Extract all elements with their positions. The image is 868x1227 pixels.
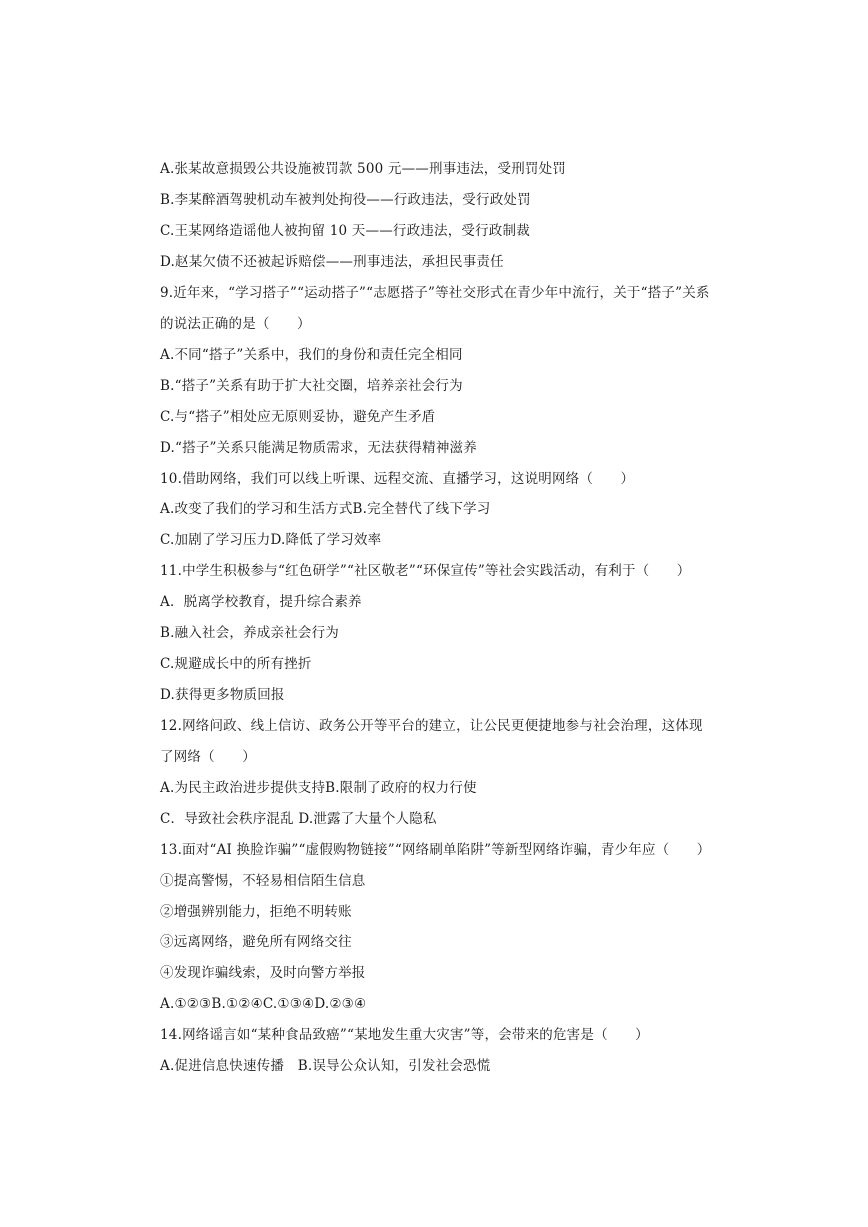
question-9-option-a: A.不同“搭子”关系中，我们的身份和责任完全相同 [160,347,463,363]
question-13-statement-1: ①提高警惕，不轻易相信陌生信息 [160,873,366,889]
question-12-options-cd: C．导致社会秩序混乱 D.泄露了大量个人隐私 [160,811,437,827]
question-9-option-c: C.与“搭子”相处应无原则妥协，避免产生矛盾 [160,409,436,425]
question-13-statement-3: ③远离网络，避免所有网络交往 [160,934,352,950]
question-13-statement-2: ②增强辨别能力，拒绝不明转账 [160,904,352,920]
question-14-options-ab: A.促进信息快速传播 B.误导公众认知，引发社会恐慌 [160,1058,491,1074]
question-8-option-a: A.张某故意损毁公共设施被罚款 500 元——刑事违法，受刑罚处罚 [160,161,566,177]
question-11-option-d: D.获得更多物质回报 [160,687,285,703]
question-12-options-ab: A.为民主政治进步提供支持B.限制了政府的权力行使 [160,780,477,796]
question-13-options: A.①②③B.①②④C.①③④D.②③④ [160,996,367,1012]
question-11-option-c: C.规避成长中的所有挫折 [160,656,312,672]
question-12-stem: 12.网络问政、线上信访、政务公开等平台的建立，让公民更便捷地参与社会治理，这体现 [160,718,703,734]
question-8-option-b: B.李某醉酒驾驶机动车被判处拘役——行政违法，受行政处罚 [160,192,531,208]
question-9-option-d: D.“搭子”关系只能满足物质需求，无法获得精神滋养 [160,440,477,456]
question-10-options-ab: A.改变了我们的学习和生活方式B.完全替代了线下学习 [160,501,491,517]
question-13-statement-4: ④发现诈骗线索，及时向警方举报 [160,965,366,981]
question-10-stem: 10.借助网络，我们可以线上听课、远程交流、直播学习，这说明网络（ ） [160,471,635,487]
question-9-stem-cont: 的说法正确的是（ ） [160,316,311,332]
question-8-option-d: D.赵某欠债不还被起诉赔偿——刑事违法，承担民事责任 [160,254,504,270]
question-12-stem-cont: 了网络（ ） [160,749,256,765]
question-9-stem: 9.近年来，“学习搭子”“运动搭子”“志愿搭子”等社交形式在青少年中流行，关于“搭子”关系 [160,285,710,301]
question-11-option-a: A．脱离学校教育，提升综合素养 [160,594,362,610]
question-10-options-cd: C.加剧了学习压力D.降低了学习效率 [160,532,382,548]
question-14-stem: 14.网络谣言如“某种食品致癌”“某地发生重大灾害”等，会带来的危害是（ ） [160,1027,649,1043]
question-9-option-b: B.“搭子”关系有助于扩大社交圈，培养亲社会行为 [160,378,463,394]
question-8-option-c: C.王某网络造谣他人被拘留 10 天——行政违法，受行政制裁 [160,223,530,239]
question-11-option-b: B.融入社会，养成亲社会行为 [160,625,340,641]
question-11-stem: 11.中学生积极参与“红色研学”“社区敬老”“环保宣传”等社会实践活动，有利于（ ） [160,563,691,579]
question-13-stem: 13.面对“AI 换脸诈骗”“虚假购物链接”“网络刷单陷阱”等新型网络诈骗，青少年应（ ） [160,842,711,858]
